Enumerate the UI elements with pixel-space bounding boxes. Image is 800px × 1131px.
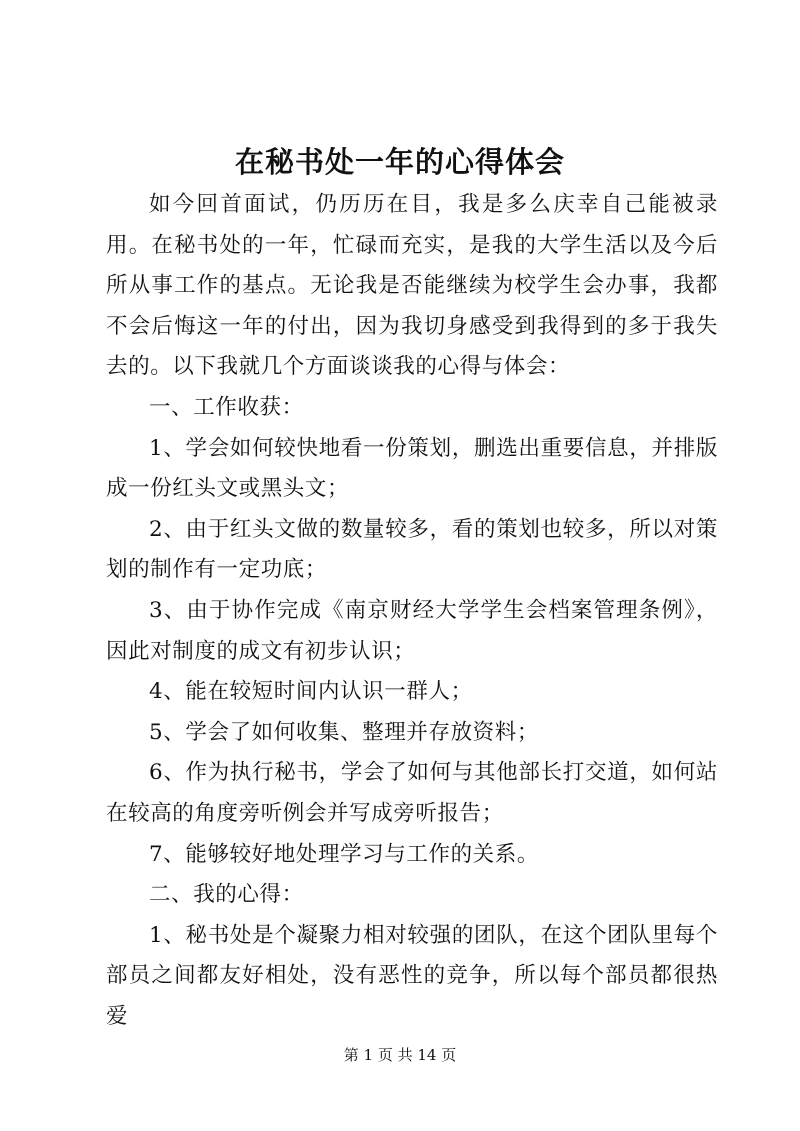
list-item-gain-6: 6、作为执行秘书，学会了如何与其他部长打交道，如何站在较高的角度旁听例会并写成旁听报告； [106,760,718,826]
list-item-gain-4: 4、能在较短时间内认识一群人； [149,679,473,705]
list-item-insight-1: 1、秘书处是个凝聚力相对较强的团队，在这个团队里每个部员之间都友好相处，没有恶性的竞争，所以每个部员都很热爱 [106,922,718,1029]
list-item-gain-7: 7、能够较好地处理学习与工作的关系。 [149,841,539,867]
list-item-gain-1: 1、学会如何较快地看一份策划，删选出重要信息，并排版成一份红头文或黑头文； [106,435,718,502]
list-item-gain-5: 5、学会了如何收集、整理并存放资料； [149,719,539,745]
document-title: 在秘书处一年的心得体会 [234,145,565,179]
list-item-gain-2: 2、由于红头文做的数量较多，看的策划也较多，所以对策划的制作有一定功底； [106,516,718,583]
document-body [106,185,718,1037]
paragraph-intro: 如今回首面试，仍历历在目，我是多么庆幸自己能被录用。在秘书处的一年，忙碌而充实，是我的大学生活以及今后所从事工作的基点。无论我是否能继续为校学生会办事，我都不会后悔这一年的付出，因为我切身感受到我得到的多于我失去的。以下我就几个方面谈谈我的心得与体会： [106,192,718,380]
section-heading-my-insights: 二、我的心得： [149,882,304,908]
page-footer: 第 1 页 共 14 页 [343,1046,457,1064]
list-item-gain-3: 3、由于协作完成《南京财经大学学生会档案管理条例》，因此对制度的成文有初步认识； [106,597,718,664]
section-heading-work-gains: 一、工作收获： [149,394,304,420]
